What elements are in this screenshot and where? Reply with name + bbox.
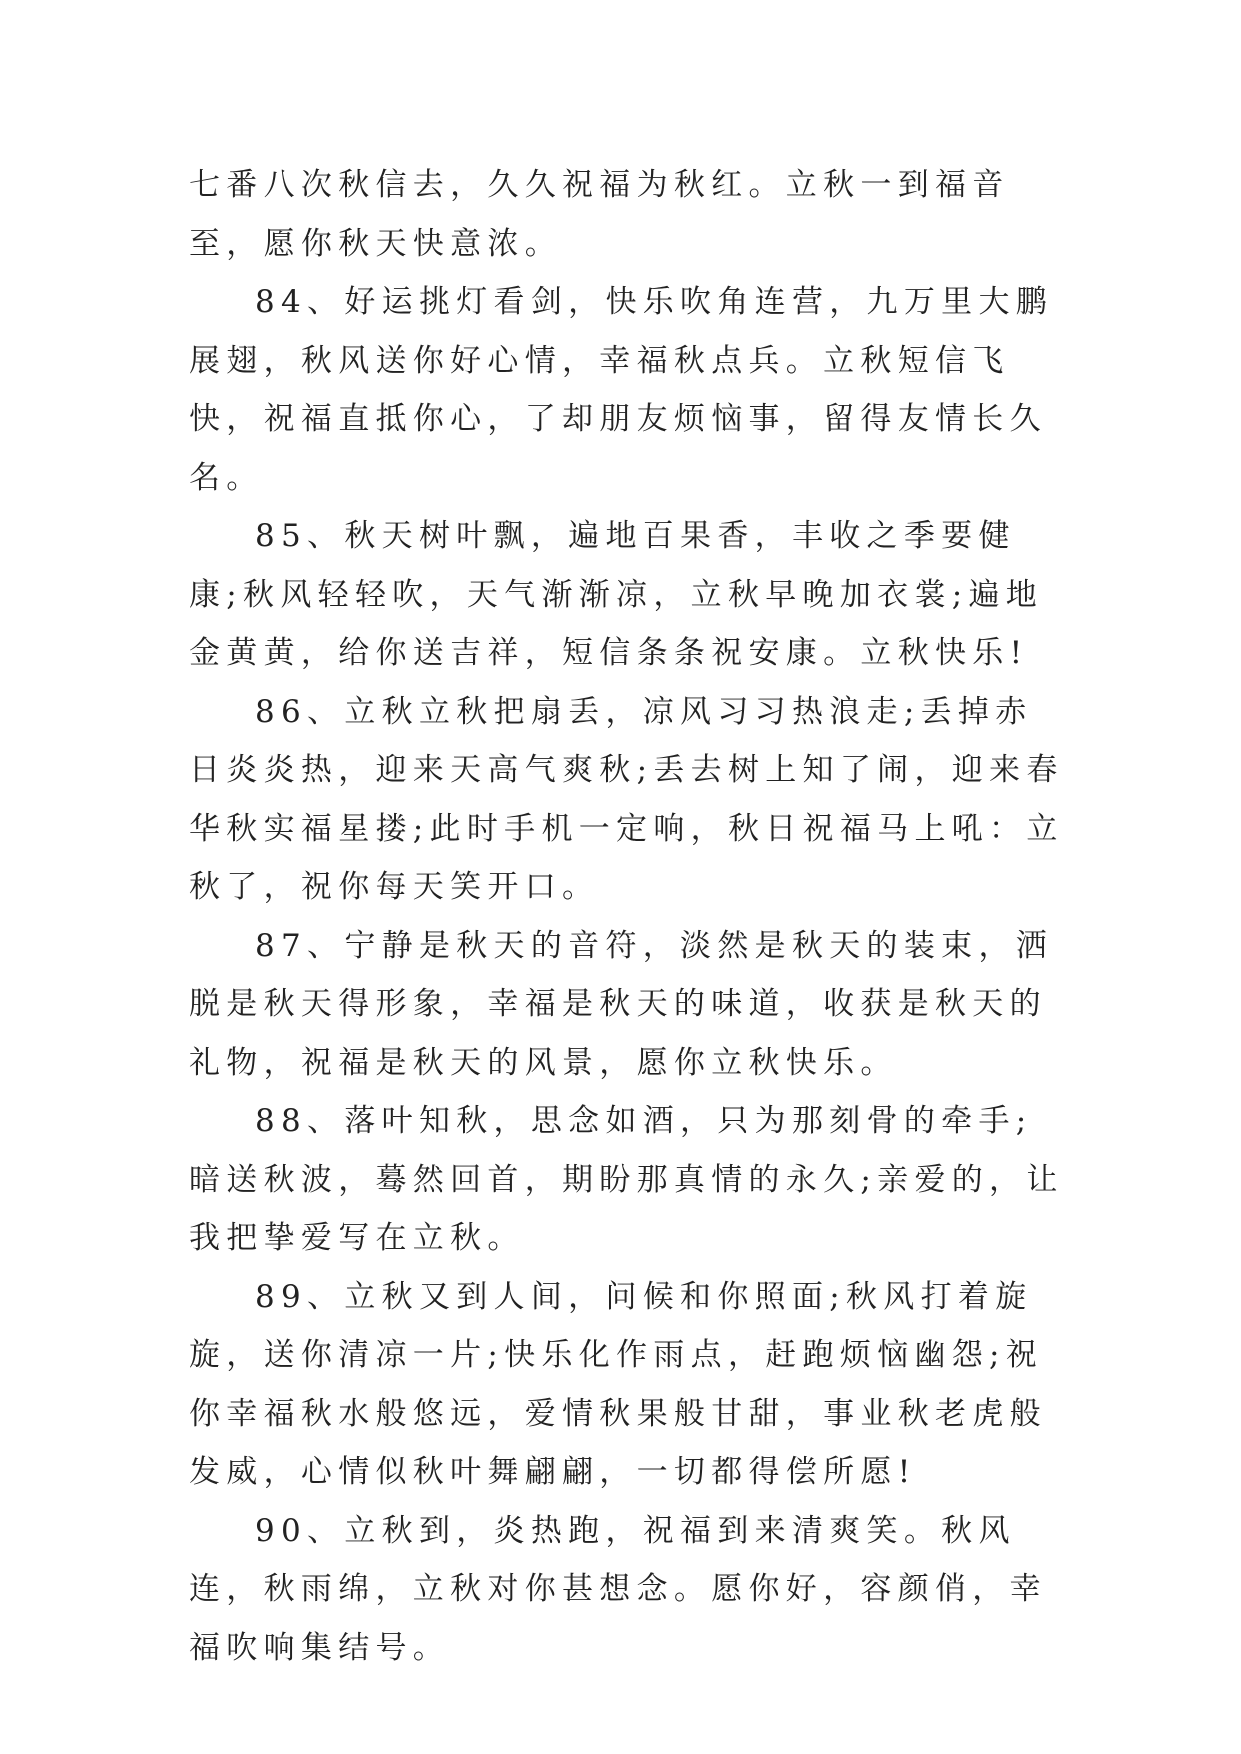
document-body	[189, 156, 1069, 1677]
paragraph-84: 84、好运挑灯看剑，快乐吹角连营，九万里大鹏展翅，秋风送你好心情，幸福秋点兵。立秋短信飞快，祝福直抵你心，了却朋友烦恼事，留得友情长久名。	[189, 284, 1054, 496]
paragraph-90: 90、立秋到，炎热跑，祝福到来清爽笑。秋风连，秋雨绵，立秋对你甚想念。愿你好，容颜俏，幸福吹响集结号。	[189, 1512, 1047, 1666]
paragraph-87: 87、宁静是秋天的音符，淡然是秋天的装束，洒脱是秋天得形象，幸福是秋天的味道，收获是秋天的礼物，祝福是秋天的风景，愿你立秋快乐。	[189, 927, 1054, 1081]
paragraph-88: 88、落叶知秋，思念如酒，只为那刻骨的牵手;暗送秋波，蓦然回首，期盼那真情的永久;亲爱的，让我把挚爱写在立秋。	[189, 1103, 1064, 1256]
paragraph-85: 85、秋天树叶飘，遍地百果香，丰收之季要健康;秋风轻轻吹，天气渐渐凉，立秋早晚加衣裳;遍地金黄黄，给你送吉祥，短信条条祝安康。立秋快乐!	[189, 518, 1044, 671]
paragraph-86: 86、立秋立秋把扇丢，凉风习习热浪走;丢掉赤日炎炎热，迎来天高气爽秋;丢去树上知了闹，迎来春华秋实福星搂;此时手机一定响，秋日祝福马上吼：立秋了，祝你每天笑开口。	[189, 693, 1064, 905]
paragraph-continuation: 七番八次秋信去，久久祝福为秋红。立秋一到福音至，愿你秋天快意浓。	[189, 167, 1010, 262]
paragraph-89: 89、立秋又到人间，问候和你照面;秋风打着旋旋，送你清凉一片;快乐化作雨点，赶跑烦恼幽怨;祝你幸福秋水般悠远，爱情秋果般甘甜，事业秋老虎般发威，心情似秋叶舞翩翩，一切都得偿所愿!	[189, 1278, 1047, 1490]
